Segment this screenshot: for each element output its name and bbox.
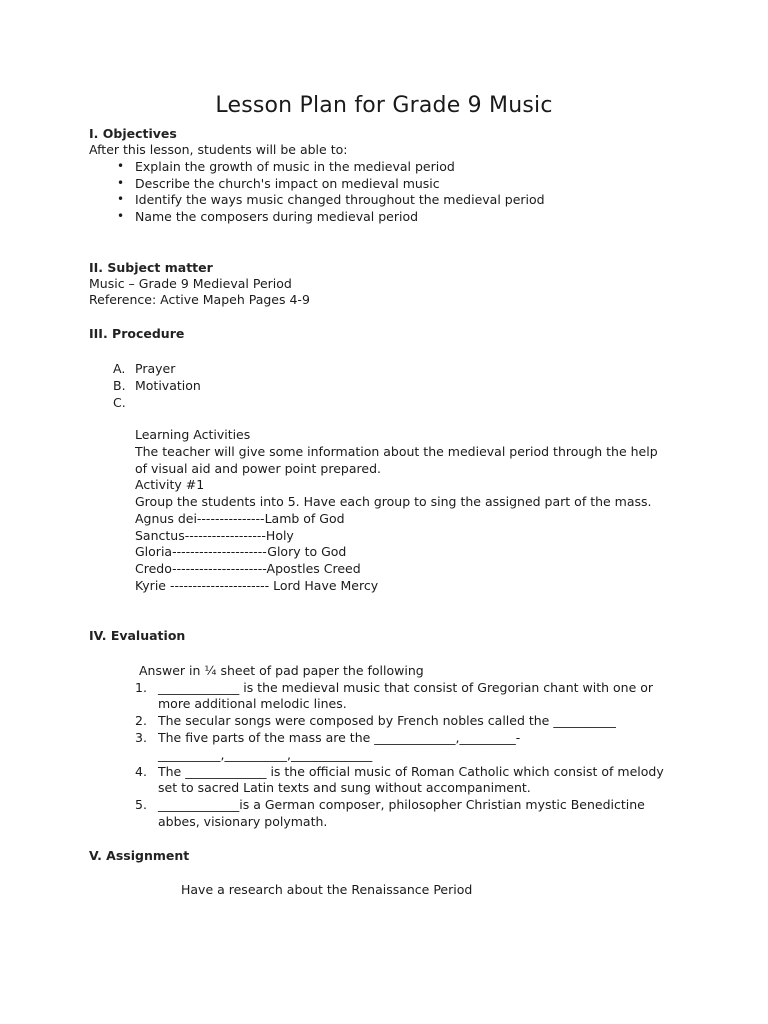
- bullet-icon: •: [117, 176, 125, 190]
- learning-text: The teacher will give some information about the medieval period through the help: [135, 444, 658, 459]
- question-text: The _____________ is the official music of Roman Catholic which consist of melody: [158, 764, 664, 779]
- question-text: The secular songs were composed by French nobles called the __________: [158, 713, 616, 728]
- question-number: 5.: [135, 797, 147, 812]
- mass-part: Gloria---------------------Glory to God: [135, 544, 347, 559]
- mass-part: Agnus dei---------------Lamb of God: [135, 511, 345, 526]
- list-marker: B.: [113, 378, 126, 393]
- page-title: Lesson Plan for Grade 9 Music: [215, 93, 553, 118]
- question-text: abbes, visionary polymath.: [158, 814, 328, 829]
- mass-part: Credo---------------------Apostles Creed: [135, 561, 361, 576]
- mass-part: Kyrie ---------------------- Lord Have Mercy: [135, 578, 379, 593]
- bullet-icon: •: [117, 209, 125, 223]
- question-number: 3.: [135, 730, 147, 745]
- objectives-intro: After this lesson, students will be able to:: [89, 142, 348, 157]
- subject-line: Music – Grade 9 Medieval Period: [89, 276, 292, 291]
- question-text: __________,__________,_____________: [158, 747, 373, 762]
- activity-label: Activity #1: [135, 477, 205, 492]
- assignment-heading: V. Assignment: [89, 848, 190, 863]
- procedure-item: Motivation: [135, 378, 201, 393]
- mass-part: Sanctus------------------Holy: [135, 528, 294, 543]
- learning-text: Group the students into 5. Have each group to sing the assigned part of the mass.: [135, 494, 652, 509]
- question-number: 4.: [135, 764, 147, 779]
- learning-activities-heading: Learning Activities: [135, 427, 251, 442]
- evaluation-intro: Answer in ¼ sheet of pad paper the following: [139, 663, 424, 678]
- objective-item: Identify the ways music changed throughout the medieval period: [135, 192, 545, 207]
- objectives-heading: I. Objectives: [89, 126, 177, 141]
- objective-item: Name the composers during medieval period: [135, 209, 419, 224]
- procedure-item: Prayer: [135, 361, 176, 376]
- question-text: _____________is a German composer, philosopher Christian mystic Benedictine: [158, 797, 645, 812]
- evaluation-heading: IV. Evaluation: [89, 628, 186, 643]
- list-marker: C.: [113, 395, 126, 410]
- question-text: The five parts of the mass are the _____________,_________-: [158, 730, 521, 745]
- bullet-icon: •: [117, 159, 125, 173]
- objective-item: Describe the church's impact on medieval music: [135, 176, 440, 191]
- list-marker: A.: [113, 361, 126, 376]
- question-number: 2.: [135, 713, 147, 728]
- bullet-icon: •: [117, 192, 125, 206]
- objective-item: Explain the growth of music in the medieval period: [135, 159, 455, 174]
- question-text: more additional melodic lines.: [158, 696, 347, 711]
- question-text: set to sacred Latin texts and sung without accompaniment.: [158, 780, 531, 795]
- question-text: _____________ is the medieval music that consist of Gregorian chant with one or: [158, 680, 654, 695]
- procedure-heading: III. Procedure: [89, 326, 185, 341]
- subject-heading: II. Subject matter: [89, 260, 213, 275]
- assignment-text: Have a research about the Renaissance Period: [181, 882, 473, 897]
- subject-line: Reference: Active Mapeh Pages 4-9: [89, 292, 310, 307]
- question-number: 1.: [135, 680, 147, 695]
- learning-text: of visual aid and power point prepared.: [135, 461, 381, 476]
